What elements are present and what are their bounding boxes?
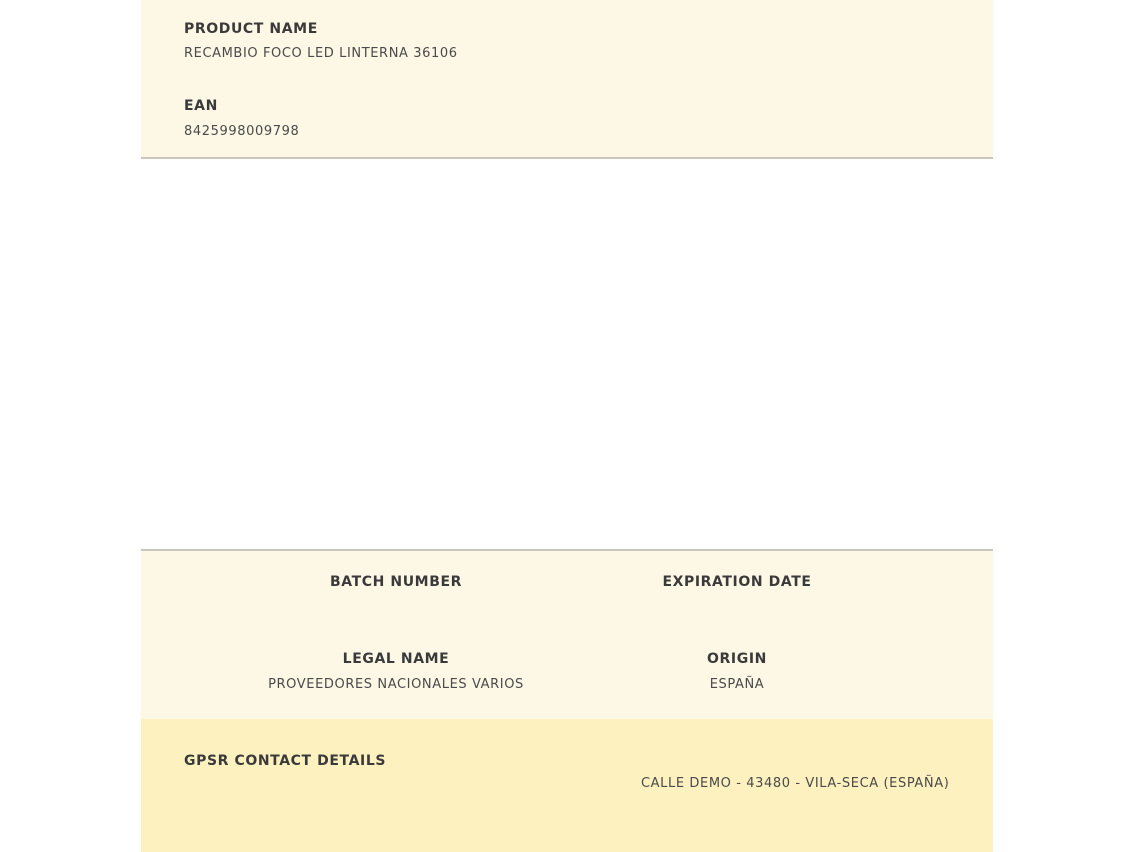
legal-name-value: PROVEEDORES NACIONALES VARIOS	[268, 677, 524, 692]
ean-value: 8425998009798	[184, 124, 300, 139]
product-info-sheet	[141, 0, 993, 852]
batch-number-label: BATCH NUMBER	[329, 574, 463, 590]
blank-content-area	[141, 159, 993, 549]
meta-section	[141, 549, 993, 721]
contact-address: CALLE DEMO - 43480 - VILA-SECA (ESPAÑA)	[641, 776, 950, 791]
ean-label: EAN	[184, 98, 218, 114]
origin-label: ORIGIN	[707, 651, 767, 667]
legal-name-label: LEGAL NAME	[342, 651, 450, 667]
product-name-value: RECAMBIO FOCO LED LINTERNA 36106	[184, 46, 458, 61]
gpsr-contact-section	[141, 719, 993, 852]
origin-value: ESPAÑA	[709, 677, 765, 692]
product-name-label: PRODUCT NAME	[184, 21, 318, 37]
gpsr-contact-label: GPSR CONTACT DETAILS	[184, 753, 387, 769]
expiration-date-label: EXPIRATION DATE	[662, 574, 812, 590]
product-section	[141, 0, 993, 159]
